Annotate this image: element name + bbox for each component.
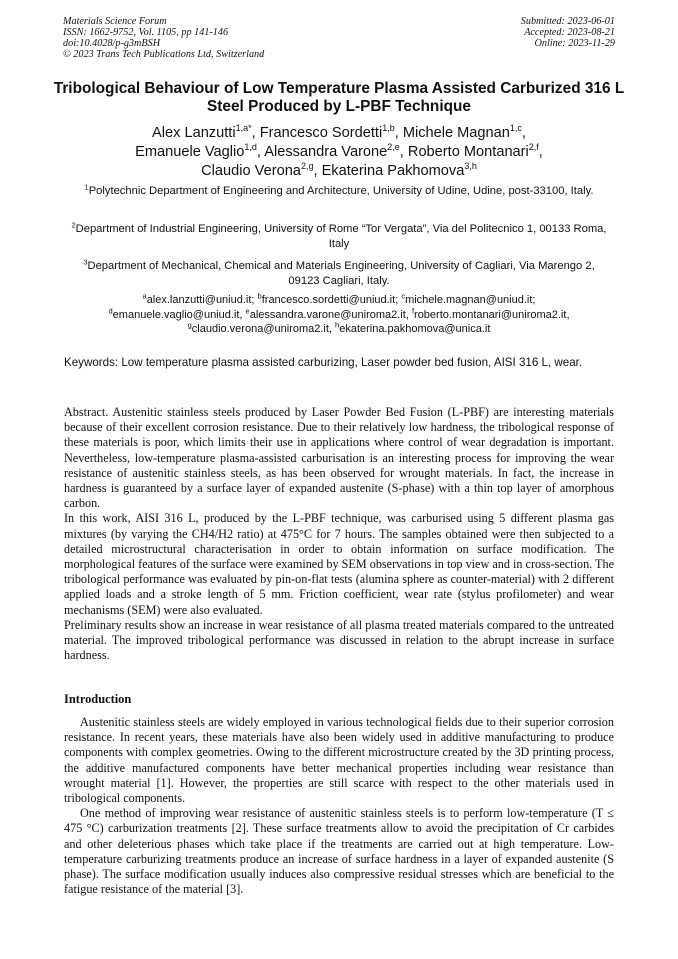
copyright-line: © 2023 Trans Tech Publications Ltd, Switzerland — [63, 49, 265, 60]
introduction-paragraph: One method of improving wear resistance of austenitic stainless steels is to perform low-temperature (T ≤ 475 °C) carburization treatments [2]. These surface treatments allow to avoid the precipitation of Cr carbides and other deleterious phases which take place if the treatments are carried out at high temperature. Low-temperature carburizing treatments produce an increase of surface hardness in a layer of expanded austenite (S phase). The surface modification usually induces also compressive residual stresses which are beneficial to the fatigue resistance of the material [3]. — [64, 806, 614, 897]
author-separator: , — [521, 125, 526, 141]
author-affiliation-mark: 2,g — [300, 161, 314, 172]
author-name: Alex Lanzutti — [152, 125, 236, 141]
email-mark: c — [401, 291, 406, 301]
abstract — [64, 405, 614, 663]
email-separator: , — [566, 308, 570, 321]
email-list — [62, 293, 616, 337]
author-affiliation-mark: 1,b — [382, 123, 395, 134]
email-line — [62, 293, 616, 308]
author-line — [40, 162, 638, 181]
introduction-paragraph: Austenitic stainless steels are widely employed in various technological fields due to their superior corrosion resistance. In recent years, these materials have also been widely used in additive manufacturing to produce components with complex geometries. Owing to the different microstructure created by the 3D printing process, the additive manufactured components have better mechanical properties including wear resistance than wrought material [1]. However, the properties are still scarce with respect to the other materials used in tribological components. — [64, 715, 614, 806]
affiliation-text: Department of Industrial Engineering, University of Rome “Tor Vergata”, Via del Politecnico 1, 00133 Roma, Italy — [75, 223, 607, 250]
author-affiliation-mark: 3,h — [464, 161, 477, 172]
author-line — [40, 143, 638, 162]
email-address[interactable]: ekaterina.pakhomova@unica.it — [339, 323, 491, 335]
online-date: Online: 2023-11-29 — [534, 38, 615, 49]
email-mark: b — [257, 291, 262, 301]
email-address[interactable]: alex.lanzutti@uniud.it — [146, 294, 252, 306]
author-separator: , — [399, 144, 408, 160]
author-name: Michele Magnan — [402, 125, 510, 141]
author-line — [40, 124, 638, 143]
author-separator: , — [313, 163, 322, 179]
email-address[interactable]: michele.magnan@uniud.it — [405, 294, 533, 306]
affiliation-text: Department of Mechanical, Chemical and Materials Engineering, University of Cagliari, Via Marengo 2, 09123 Cagliari, Italy. — [87, 260, 595, 287]
affiliation-number: 2 — [71, 220, 76, 230]
email-mark: f — [411, 305, 415, 315]
author-name: Alessandra Varone — [264, 144, 388, 160]
author-separator: , — [251, 125, 260, 141]
author-affiliation-mark: 1,d — [244, 142, 257, 153]
author-affiliation-mark: 1,c — [509, 123, 522, 134]
author-name: Francesco Sordetti — [259, 125, 383, 141]
author-name: Emanuele Vaglio — [135, 144, 245, 160]
email-mark: g — [187, 320, 192, 330]
abstract-paragraph: Preliminary results show an increase in wear resistance of all plasma treated materials compared to the untreated material. The improved tribological performance was discussed in relation to the abrupt increase in surface hardness. — [64, 617, 614, 663]
author-list — [40, 124, 638, 181]
author-affiliation-mark: 1,a* — [235, 123, 252, 134]
affiliation-3 — [70, 259, 608, 289]
journal-name: Materials Science Forum — [63, 16, 167, 27]
email-address[interactable]: emanuele.vaglio@uniud.it — [112, 308, 240, 321]
submission-dates — [521, 16, 615, 49]
author-separator: , — [256, 144, 265, 160]
accepted-date: Accepted: 2023-08-21 — [524, 27, 615, 38]
email-line — [62, 322, 616, 337]
abstract-paragraph: Abstract. Austenitic stainless steels produced by Laser Powder Bed Fusion (L-PBF) are interesting materials because of their excellent corrosion resistance. Due to their relatively low hardness, the tribological response of these materials is poor, which limits their use in applications where control of wear degradation is important. Nevertheless, low-temperature plasma-assisted carburisation is an interesting process for improving the wear resistance of austenitic stainless steels, as has been observed for wrought materials. In fact, the increase in hardness is guaranteed by a surface layer of expanded austenite (S-phase) with a thin top layer of amorphous carbon. — [64, 405, 614, 511]
introduction-body — [64, 715, 614, 897]
email-mark: a — [142, 291, 147, 301]
email-address[interactable]: roberto.montanari@uniroma2.it — [414, 308, 567, 321]
email-separator: ; — [251, 294, 258, 306]
email-separator: ; — [532, 294, 536, 306]
author-separator: , — [394, 125, 403, 141]
email-separator: , — [405, 308, 412, 321]
affiliation-number: 3 — [83, 257, 88, 267]
email-separator: , — [239, 308, 246, 321]
section-heading-introduction: Introduction — [64, 692, 132, 706]
email-address[interactable]: alessandra.varone@uniroma2.it — [249, 308, 406, 321]
author-name: Roberto Montanari — [407, 144, 529, 160]
email-separator: ; — [395, 294, 402, 306]
email-mark: d — [108, 305, 113, 315]
affiliation-1 — [70, 184, 608, 199]
author-separator: , — [538, 144, 543, 160]
keywords: Keywords: Low temperature plasma assisted carburizing, Laser powder bed fusion, AISI 316 L, wear. — [64, 356, 583, 369]
email-address[interactable]: claudio.verona@uniroma2.it — [191, 323, 329, 335]
journal-info — [63, 16, 264, 60]
affiliation-text: Polytechnic Department of Engineering and Architecture, University of Udine, Udine, post-33100, Italy. — [88, 185, 594, 197]
email-mark: h — [335, 320, 340, 330]
issn-line: ISSN: 1662-9752, Vol. 1105, pp 141-146 — [63, 27, 229, 38]
email-separator: , — [328, 323, 336, 335]
affiliation-number: 1 — [84, 182, 89, 192]
doi-line: doi:10.4028/p-g3mBSH — [63, 38, 161, 49]
author-name: Ekaterina Pakhomova — [321, 163, 465, 179]
author-name: Claudio Verona — [201, 163, 301, 179]
submitted-date: Submitted: 2023-06-01 — [520, 16, 615, 27]
paper-title: Tribological Behaviour of Low Temperature Plasma Assisted Carburized 316 L Steel Produced by L-PBF Technique — [53, 80, 625, 115]
author-affiliation-mark: 2,f — [528, 142, 539, 153]
abstract-paragraph: In this work, AISI 316 L, produced by the L-PBF technique, was carburised using 5 different plasma gas mixtures (by varying the CH4/H2 ratio) at 475°C for 7 hours. The samples obtained were then subjected to a detailed microstructural characterisation in order to obtain information on surface modification. The morphological features of the surface were examined by SEM observations in top view and in cross-section. The tribological performance was evaluated by pin-on-flat tests (alumina sphere as counter-material) with 2 different applied loads and a stroke length of 5 mm. Friction coefficient, wear rate (stylus profilometer) and wear mechanisms (SEM) were also evaluated. — [64, 511, 614, 617]
affiliation-2 — [70, 222, 608, 252]
email-mark: e — [245, 305, 250, 315]
email-address[interactable]: francesco.sordetti@uniud.it — [261, 294, 396, 306]
author-affiliation-mark: 2,e — [387, 142, 400, 153]
